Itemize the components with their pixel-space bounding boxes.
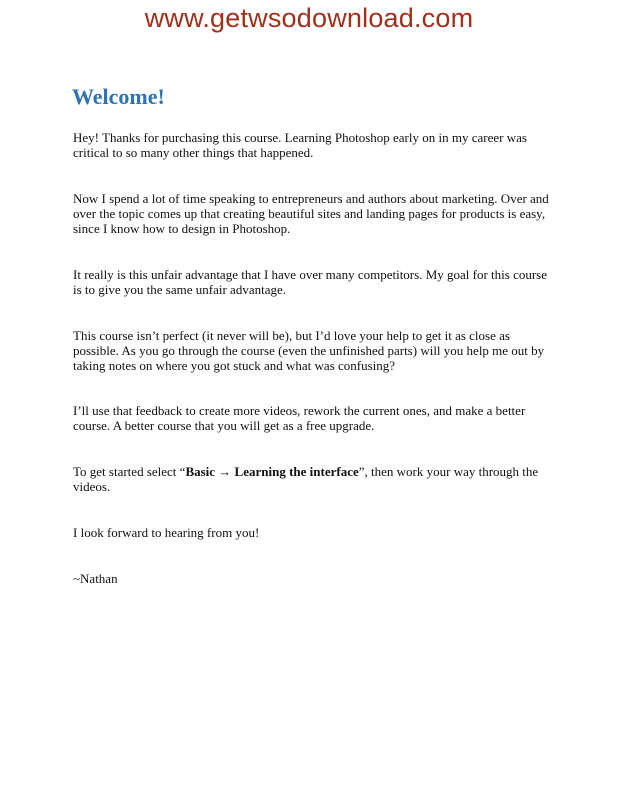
paragraph-marketing: Now I spend a lot of time speaking to entrepreneurs and authors about marketing. Over and over the topic comes up that creating beautiful sites and landing pages for products is easy, since I know how to design in Photoshop. — [73, 191, 549, 236]
watermark-url: www.getwsodownload.com — [144, 3, 474, 33]
paragraph-feedback: I’ll use that feedback to create more videos, rework the current ones, and make a better course. A better course that you will get as a free upgrade. — [73, 403, 526, 433]
signature: ~Nathan — [73, 571, 118, 586]
get-started-path: Basic → Learning the interface — [185, 464, 359, 479]
get-started-suffix: ”, then work your way through the videos. — [73, 464, 539, 494]
paragraph-advantage: It really is this unfair advantage that I have over many competitors. My goal for this course is to give you the same unfair advantage. — [73, 267, 547, 297]
paragraph-closing: I look forward to hearing from you! — [73, 525, 260, 540]
get-started-prefix: To get started select “ — [73, 464, 186, 479]
page-title: Welcome! — [72, 84, 165, 109]
paragraph-get-started — [73, 464, 551, 494]
paragraph-help-request: This course isn’t perfect (it never will be), but I’d love your help to get it as close as possible. As you go through the course (even the unfinished parts) will you help me out by taking notes on where you got stuck and what was confusing? — [73, 328, 545, 373]
paragraph-intro: Hey! Thanks for purchasing this course. Learning Photoshop early on in my career was critical to so many other things that happened. — [73, 130, 527, 160]
